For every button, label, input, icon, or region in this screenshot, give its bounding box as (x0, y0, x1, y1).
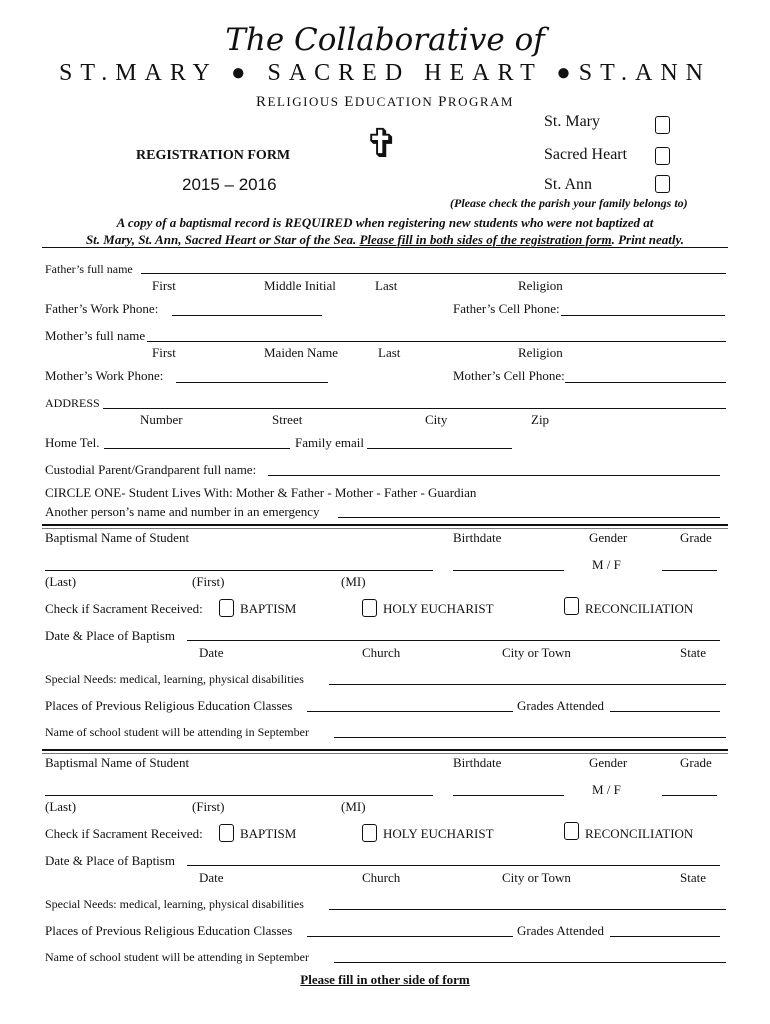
address-zip-caption: Zip (531, 412, 550, 427)
grade-label: Grade (680, 755, 712, 770)
baptism-state-caption: State (680, 870, 706, 885)
home-tel-field[interactable] (104, 448, 290, 449)
previous-classes-label: Places of Previous Religious Education Classes (45, 698, 293, 713)
father-name-label: Father’s full name (45, 262, 133, 276)
grades-attended-field[interactable] (610, 936, 720, 937)
birthdate-label: Birthdate (453, 755, 502, 770)
address-number-caption: Number (140, 412, 183, 427)
special-needs-label: Special Needs: medical, learning, physical disabilities (45, 672, 304, 686)
mother-last-caption: Last (378, 345, 401, 360)
special-needs-field[interactable] (329, 684, 726, 685)
circle-one-lives-with[interactable]: CIRCLE ONE- Student Lives With: Mother & Father - Mother - Father - Guardian (45, 485, 477, 500)
father-first-caption: First (152, 278, 176, 293)
previous-classes-field[interactable] (307, 936, 513, 937)
father-cell-phone-label: Father’s Cell Phone: (453, 301, 560, 316)
custodial-field[interactable] (268, 475, 720, 476)
first-caption: (First) (192, 799, 225, 814)
baptism-date-caption: Date (199, 870, 224, 885)
emergency-label: Another person’s name and number in an emergency (45, 504, 320, 519)
baptismal-name-field[interactable] (45, 570, 433, 571)
baptism-option: BAPTISM (240, 601, 297, 616)
mother-work-phone-label: Mother’s Work Phone: (45, 368, 164, 383)
gender-mf[interactable]: M / F (592, 782, 621, 797)
reconciliation-option: RECONCILIATION (585, 826, 694, 841)
st-ann-checkbox[interactable] (655, 175, 670, 193)
address-field[interactable] (103, 408, 726, 409)
mother-name-label: Mother’s full name (45, 328, 146, 343)
custodial-label: Custodial Parent/Grandparent full name: (45, 462, 257, 477)
baptismal-name-label: Baptismal Name of Student (45, 755, 190, 770)
address-street-caption: Street (272, 412, 303, 427)
grade-label: Grade (680, 530, 712, 545)
birthdate-field[interactable] (453, 570, 564, 571)
gender-label: Gender (589, 755, 628, 770)
grades-attended-label: Grades Attended (517, 923, 605, 938)
baptism-place-field[interactable] (187, 640, 720, 641)
school-year: 2015 – 2016 (182, 175, 277, 194)
birthdate-label: Birthdate (453, 530, 502, 545)
grade-field[interactable] (662, 795, 717, 796)
reconciliation-checkbox[interactable] (564, 597, 579, 615)
baptismal-name-field[interactable] (45, 795, 433, 796)
sacred-heart-checkbox[interactable] (655, 147, 670, 165)
special-needs-field[interactable] (329, 909, 726, 910)
school-label: Name of school student will be attending in September (45, 725, 309, 739)
sacrament-label: Check if Sacrament Received: (45, 601, 203, 616)
baptism-state-caption: State (680, 645, 706, 660)
parish-note: (Please check the parish your family belongs to) (450, 196, 688, 210)
previous-classes-label: Places of Previous Religious Education Classes (45, 923, 293, 938)
baptism-church-caption: Church (362, 645, 401, 660)
mother-maiden-caption: Maiden Name (264, 345, 339, 360)
sacrament-label: Check if Sacrament Received: (45, 826, 203, 841)
baptismal-name-label: Baptismal Name of Student (45, 530, 190, 545)
baptism-notice-line1: A copy of a baptismal record is REQUIRED when registering new students who were not baptized at (116, 215, 654, 230)
baptism-church-caption: Church (362, 870, 401, 885)
parish-option-sacred-heart: Sacred Heart (544, 146, 628, 163)
school-field[interactable] (334, 737, 726, 738)
holy-eucharist-option: HOLY EUCHARIST (383, 601, 494, 616)
parishes-line: ST.MARY ● SACRED HEART ●ST.ANN (58, 60, 712, 86)
grades-attended-field[interactable] (610, 711, 720, 712)
emergency-field[interactable] (338, 517, 720, 518)
gender-mf[interactable]: M / F (592, 557, 621, 572)
registration-form-label: REGISTRATION FORM (136, 148, 291, 163)
previous-classes-field[interactable] (307, 711, 513, 712)
st-mary-checkbox[interactable] (655, 116, 670, 134)
first-caption: (First) (192, 574, 225, 589)
last-caption: (Last) (45, 799, 77, 814)
grades-attended-label: Grades Attended (517, 698, 605, 713)
father-work-phone-field[interactable] (172, 315, 322, 316)
gender-label: Gender (589, 530, 628, 545)
baptism-date-caption: Date (199, 645, 224, 660)
baptism-checkbox[interactable] (219, 824, 234, 842)
mi-caption: (MI) (341, 799, 366, 814)
school-field[interactable] (334, 962, 726, 963)
birthdate-field[interactable] (453, 795, 564, 796)
mi-caption: (MI) (341, 574, 366, 589)
parish-option-st-ann: St. Ann (544, 176, 593, 193)
baptism-checkbox[interactable] (219, 599, 234, 617)
baptism-city-caption: City or Town (502, 645, 571, 660)
baptism-place-field[interactable] (187, 865, 720, 866)
mother-cell-phone-field[interactable] (565, 382, 726, 383)
father-middle-caption: Middle Initial (264, 278, 336, 293)
father-religion-caption: Religion (518, 278, 563, 293)
father-last-caption: Last (375, 278, 398, 293)
holy-eucharist-option: HOLY EUCHARIST (383, 826, 494, 841)
school-label: Name of school student will be attending in September (45, 950, 309, 964)
baptism-option: BAPTISM (240, 826, 297, 841)
holy-eucharist-checkbox[interactable] (362, 599, 377, 617)
reconciliation-option: RECONCILIATION (585, 601, 694, 616)
father-cell-phone-field[interactable] (561, 315, 725, 316)
address-city-caption: City (425, 412, 448, 427)
mother-religion-caption: Religion (518, 345, 563, 360)
holy-eucharist-checkbox[interactable] (362, 824, 377, 842)
parish-option-st-mary: St. Mary (544, 113, 600, 130)
mother-cell-phone-label: Mother’s Cell Phone: (453, 368, 565, 383)
baptism-notice-line2: St. Mary, St. Ann, Sacred Heart or Star of the Sea. Please fill in both sides of the registration form. Print neatly. (85, 232, 685, 247)
family-email-label: Family email (295, 435, 364, 450)
reconciliation-checkbox[interactable] (564, 822, 579, 840)
footer-note: Please fill in other side of form (300, 972, 470, 987)
form-title: The Collaborative of (225, 22, 545, 58)
last-caption: (Last) (45, 574, 77, 589)
mother-first-caption: First (152, 345, 176, 360)
cross-icon: ✞ (365, 121, 399, 166)
special-needs-label: Special Needs: medical, learning, physical disabilities (45, 897, 304, 911)
grade-field[interactable] (662, 570, 717, 571)
address-label: ADDRESS (45, 396, 100, 410)
mother-name-field[interactable] (147, 341, 726, 342)
home-tel-label: Home Tel. (45, 435, 100, 450)
baptism-place-label: Date & Place of Baptism (45, 853, 175, 868)
father-name-field[interactable] (141, 273, 726, 274)
mother-work-phone-field[interactable] (176, 382, 328, 383)
baptism-place-label: Date & Place of Baptism (45, 628, 175, 643)
father-work-phone-label: Father’s Work Phone: (45, 301, 159, 316)
family-email-field[interactable] (367, 448, 512, 449)
baptism-city-caption: City or Town (502, 870, 571, 885)
program-name: RELIGIOUS EDUCATION PROGRAM (256, 94, 514, 110)
